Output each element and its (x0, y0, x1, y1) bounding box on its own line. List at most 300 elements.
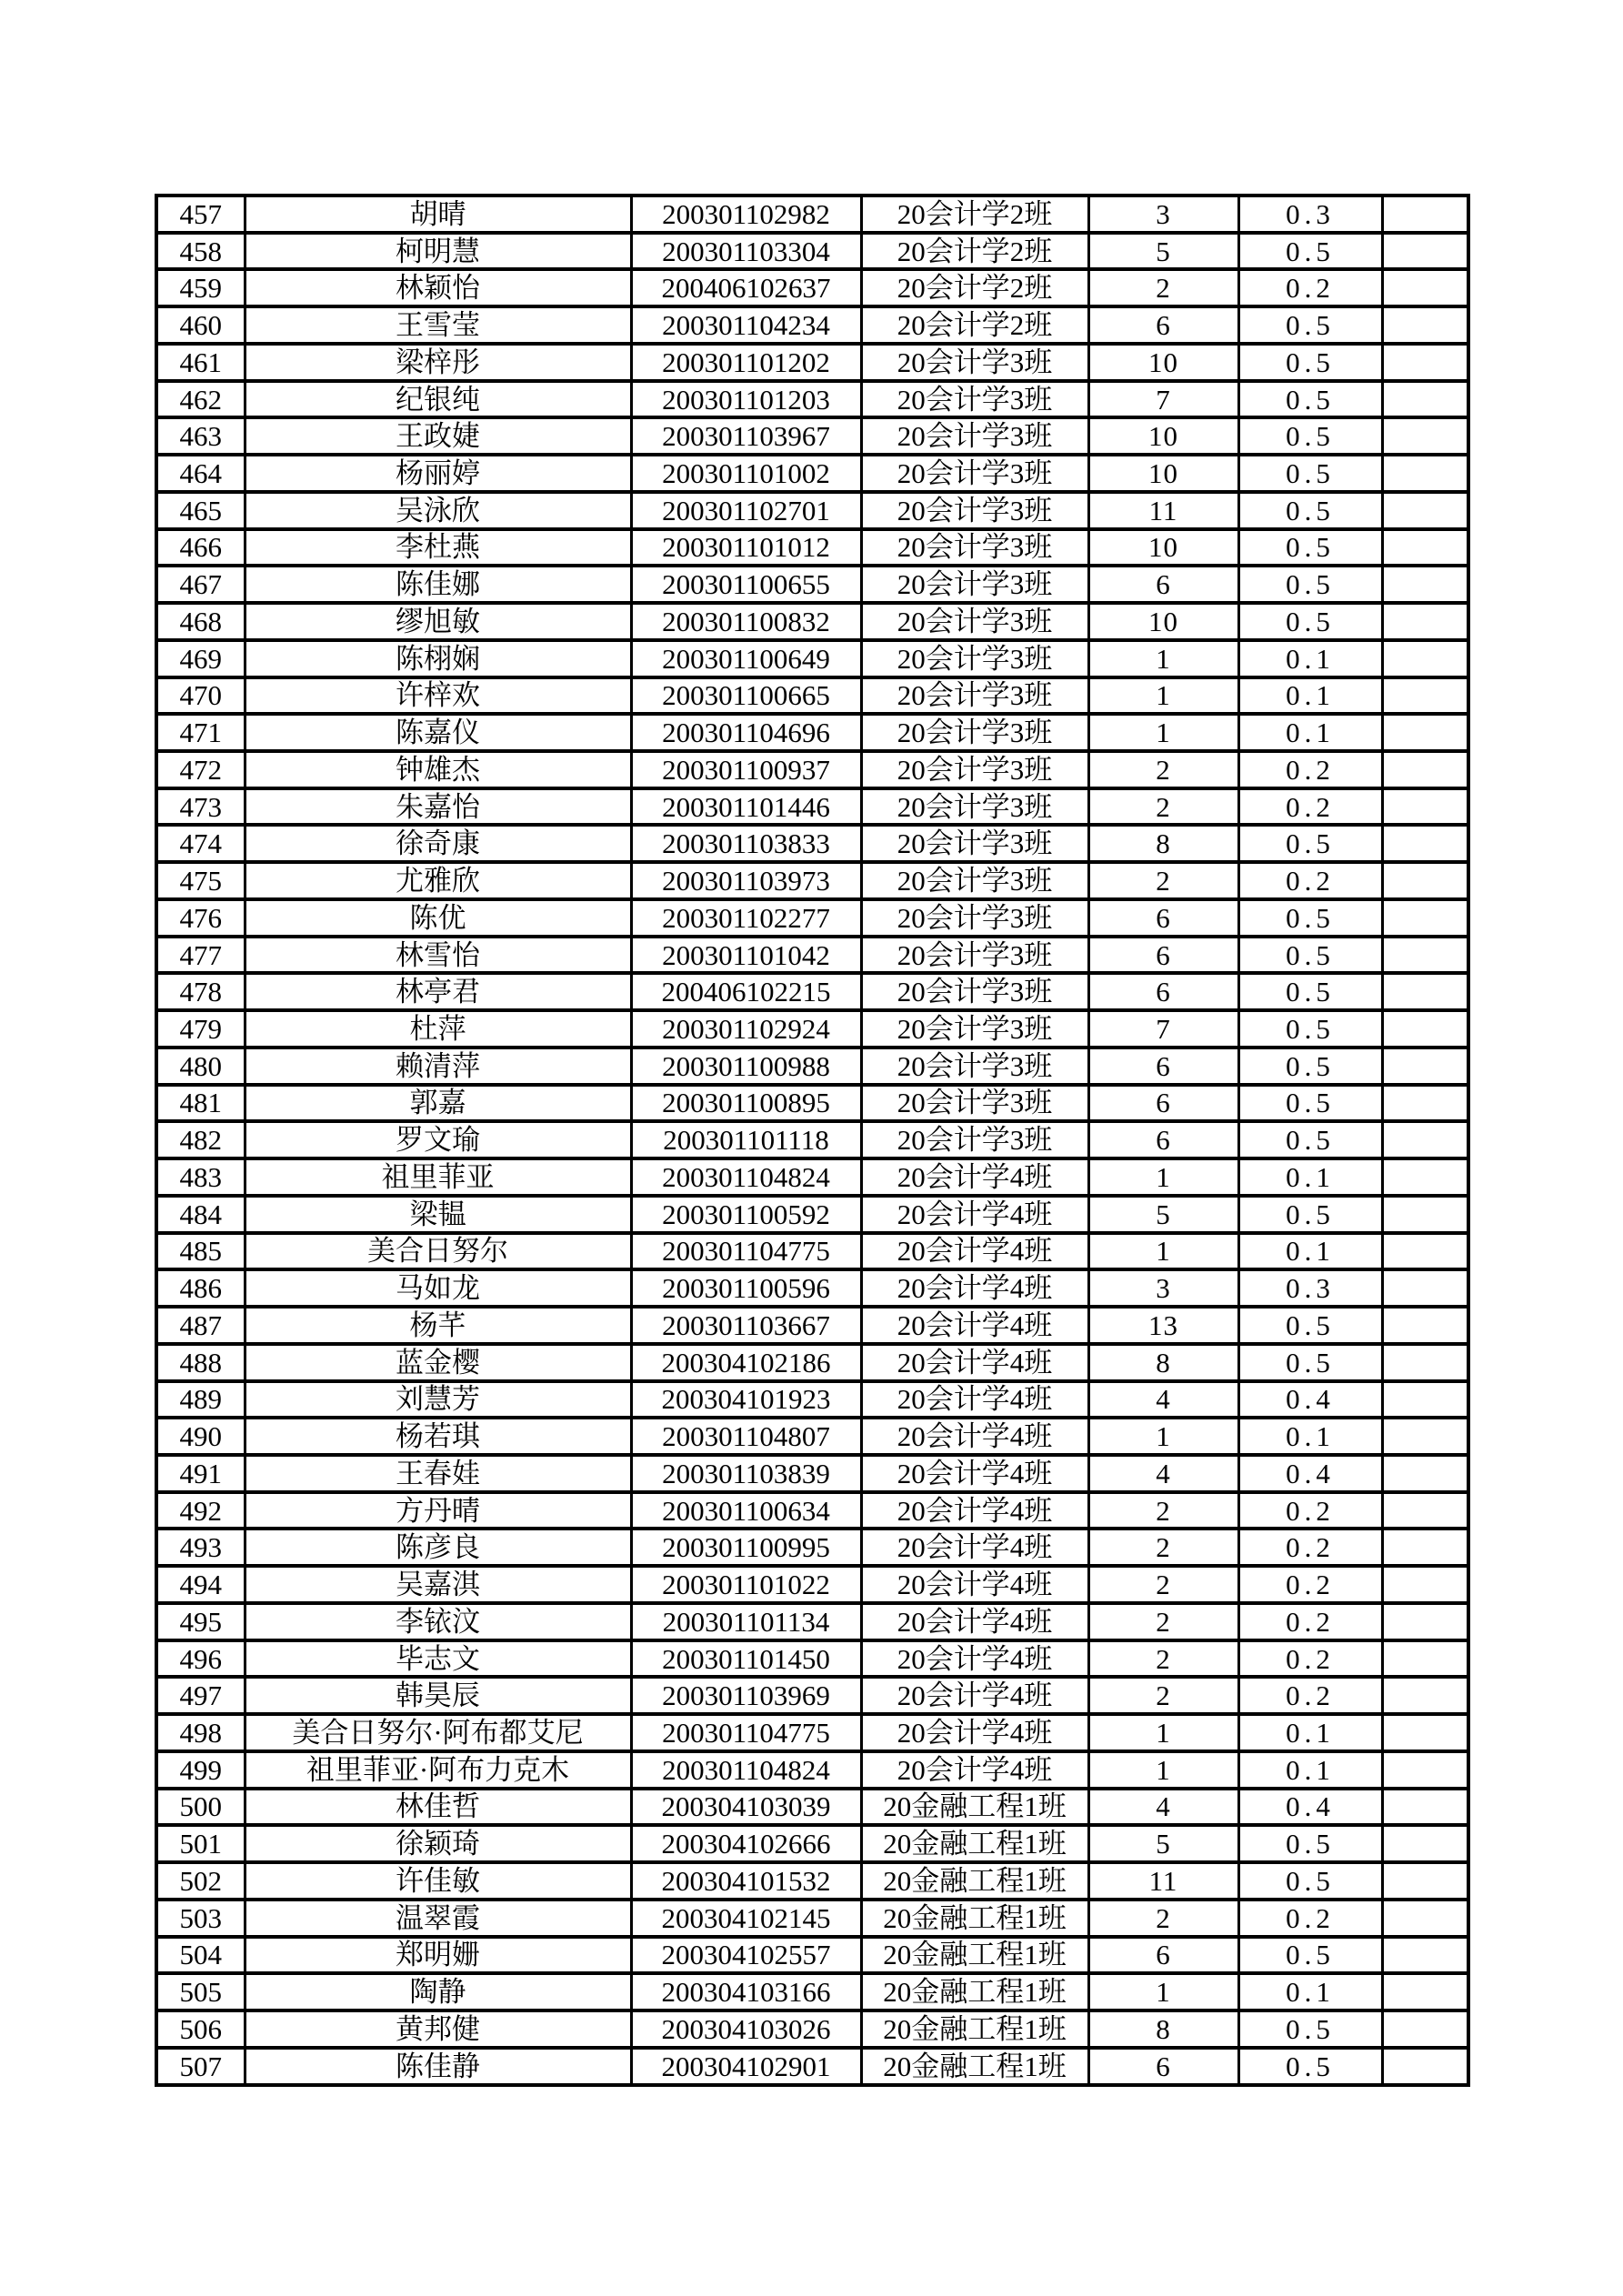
cell-class: 20金融工程1班 (861, 1900, 1088, 1937)
cell-count: 1 (1088, 640, 1238, 677)
cell-name: 刘慧芳 (245, 1381, 631, 1419)
cell-student-id: 200301100832 (631, 603, 861, 640)
cell-student-id: 200301103973 (631, 862, 861, 899)
cell-blank (1382, 677, 1468, 715)
cell-student-id: 200304102186 (631, 1344, 861, 1381)
cell-student-id: 200301101002 (631, 455, 861, 492)
cell-index: 501 (156, 1825, 245, 1862)
cell-index: 507 (156, 2048, 245, 2085)
cell-name: 梁梓彤 (245, 344, 631, 381)
cell-name: 吴嘉淇 (245, 1566, 631, 1603)
cell-ratio: 0.2 (1238, 751, 1382, 788)
cell-student-id: 200301103667 (631, 1307, 861, 1344)
cell-name: 陈彦良 (245, 1529, 631, 1566)
cell-count: 3 (1088, 196, 1238, 233)
table-row (156, 2048, 1468, 2085)
table-row (156, 973, 1468, 1010)
cell-blank (1382, 1455, 1468, 1492)
cell-index: 486 (156, 1269, 245, 1307)
cell-student-id: 200301102924 (631, 1010, 861, 1048)
cell-index: 499 (156, 1751, 245, 1789)
cell-class: 20会计学3班 (861, 1085, 1088, 1122)
cell-class: 20会计学3班 (861, 640, 1088, 677)
cell-ratio: 0.1 (1238, 677, 1382, 715)
cell-name: 祖里菲亚·阿布力克木 (245, 1751, 631, 1789)
cell-count: 10 (1088, 529, 1238, 566)
cell-student-id: 200301101446 (631, 788, 861, 826)
table-row (156, 1269, 1468, 1307)
cell-name: 钟雄杰 (245, 751, 631, 788)
cell-blank (1382, 603, 1468, 640)
table-row (156, 1751, 1468, 1789)
cell-name: 林颖怡 (245, 269, 631, 306)
cell-index: 471 (156, 714, 245, 751)
cell-count: 10 (1088, 603, 1238, 640)
cell-ratio: 0.5 (1238, 2048, 1382, 2085)
cell-count: 1 (1088, 714, 1238, 751)
cell-class: 20会计学3班 (861, 788, 1088, 826)
cell-count: 6 (1088, 306, 1238, 344)
cell-ratio: 0.2 (1238, 862, 1382, 899)
table-row (156, 825, 1468, 862)
score-table-container (155, 194, 1467, 2087)
cell-name: 杨芊 (245, 1307, 631, 1344)
cell-blank (1382, 1677, 1468, 1714)
table-row (156, 566, 1468, 603)
cell-name: 柯明慧 (245, 233, 631, 270)
cell-student-id: 200301103969 (631, 1677, 861, 1714)
table-row (156, 788, 1468, 826)
table-row (156, 1714, 1468, 1751)
cell-name: 陈佳静 (245, 2048, 631, 2085)
cell-ratio: 0.4 (1238, 1381, 1382, 1419)
cell-ratio: 0.5 (1238, 1862, 1382, 1900)
cell-class: 20会计学3班 (861, 862, 1088, 899)
cell-ratio: 0.2 (1238, 1677, 1382, 1714)
cell-ratio: 0.2 (1238, 269, 1382, 306)
cell-ratio: 0.5 (1238, 1048, 1382, 1085)
cell-name: 韩昊辰 (245, 1677, 631, 1714)
table-row (156, 899, 1468, 937)
cell-count: 13 (1088, 1307, 1238, 1344)
cell-index: 496 (156, 1640, 245, 1678)
cell-name: 许梓欢 (245, 677, 631, 715)
cell-blank (1382, 1789, 1468, 1826)
cell-class: 20金融工程1班 (861, 1789, 1088, 1826)
cell-ratio: 0.2 (1238, 1603, 1382, 1640)
cell-index: 462 (156, 381, 245, 418)
cell-student-id: 200301101118 (631, 1121, 861, 1158)
cell-count: 2 (1088, 1603, 1238, 1640)
cell-count: 2 (1088, 1677, 1238, 1714)
cell-ratio: 0.3 (1238, 1269, 1382, 1307)
cell-student-id: 200304102901 (631, 2048, 861, 2085)
cell-name: 赖清萍 (245, 1048, 631, 1085)
cell-student-id: 200301100665 (631, 677, 861, 715)
cell-student-id: 200301102701 (631, 492, 861, 529)
cell-class: 20金融工程1班 (861, 1862, 1088, 1900)
cell-index: 459 (156, 269, 245, 306)
cell-index: 479 (156, 1010, 245, 1048)
cell-blank (1382, 1418, 1468, 1455)
cell-student-id: 200301104824 (631, 1158, 861, 1196)
cell-blank (1382, 862, 1468, 899)
cell-index: 472 (156, 751, 245, 788)
cell-index: 457 (156, 196, 245, 233)
cell-blank (1382, 455, 1468, 492)
cell-class: 20会计学3班 (861, 751, 1088, 788)
cell-blank (1382, 1603, 1468, 1640)
cell-student-id: 200301100592 (631, 1196, 861, 1233)
table-row (156, 306, 1468, 344)
cell-ratio: 0.1 (1238, 640, 1382, 677)
table-row (156, 381, 1468, 418)
table-row (156, 1158, 1468, 1196)
cell-ratio: 0.1 (1238, 1418, 1382, 1455)
cell-name: 杜萍 (245, 1010, 631, 1048)
cell-ratio: 0.2 (1238, 1640, 1382, 1678)
cell-class: 20会计学4班 (861, 1344, 1088, 1381)
cell-count: 2 (1088, 1900, 1238, 1937)
cell-ratio: 0.1 (1238, 1714, 1382, 1751)
cell-blank (1382, 1381, 1468, 1419)
cell-index: 473 (156, 788, 245, 826)
cell-student-id: 200301100988 (631, 1048, 861, 1085)
cell-ratio: 0.5 (1238, 1085, 1382, 1122)
cell-index: 465 (156, 492, 245, 529)
cell-class: 20会计学2班 (861, 269, 1088, 306)
cell-count: 1 (1088, 1158, 1238, 1196)
table-row (156, 751, 1468, 788)
cell-index: 478 (156, 973, 245, 1010)
cell-ratio: 0.5 (1238, 937, 1382, 974)
cell-student-id: 200304101532 (631, 1862, 861, 1900)
cell-index: 466 (156, 529, 245, 566)
cell-count: 1 (1088, 1751, 1238, 1789)
cell-count: 7 (1088, 1010, 1238, 1048)
cell-count: 7 (1088, 381, 1238, 418)
cell-index: 484 (156, 1196, 245, 1233)
cell-index: 491 (156, 1455, 245, 1492)
cell-index: 498 (156, 1714, 245, 1751)
cell-blank (1382, 529, 1468, 566)
cell-blank (1382, 1640, 1468, 1678)
table-row (156, 344, 1468, 381)
table-row (156, 714, 1468, 751)
cell-index: 485 (156, 1233, 245, 1270)
cell-index: 476 (156, 899, 245, 937)
table-row (156, 1529, 1468, 1566)
cell-student-id: 200301101202 (631, 344, 861, 381)
cell-ratio: 0.5 (1238, 455, 1382, 492)
cell-name: 王政婕 (245, 417, 631, 455)
cell-count: 10 (1088, 417, 1238, 455)
table-row (156, 1566, 1468, 1603)
cell-student-id: 200301100655 (631, 566, 861, 603)
table-row (156, 1010, 1468, 1048)
cell-ratio: 0.5 (1238, 1937, 1382, 1974)
cell-name: 梁韫 (245, 1196, 631, 1233)
table-row (156, 1789, 1468, 1826)
cell-name: 马如龙 (245, 1269, 631, 1307)
cell-count: 6 (1088, 1121, 1238, 1158)
cell-count: 6 (1088, 1048, 1238, 1085)
cell-class: 20金融工程1班 (861, 1937, 1088, 1974)
cell-class: 20会计学4班 (861, 1307, 1088, 1344)
cell-count: 5 (1088, 1196, 1238, 1233)
cell-class: 20会计学3班 (861, 899, 1088, 937)
cell-student-id: 200304103039 (631, 1789, 861, 1826)
cell-count: 6 (1088, 566, 1238, 603)
cell-class: 20会计学3班 (861, 455, 1088, 492)
cell-ratio: 0.5 (1238, 492, 1382, 529)
table-row (156, 862, 1468, 899)
cell-index: 463 (156, 417, 245, 455)
table-row (156, 1862, 1468, 1900)
cell-count: 1 (1088, 1973, 1238, 2010)
cell-count: 6 (1088, 2048, 1238, 2085)
cell-name: 王雪莹 (245, 306, 631, 344)
cell-blank (1382, 640, 1468, 677)
cell-student-id: 200301100634 (631, 1492, 861, 1529)
cell-count: 2 (1088, 1640, 1238, 1678)
cell-count: 1 (1088, 1233, 1238, 1270)
table-row (156, 677, 1468, 715)
cell-ratio: 0.2 (1238, 1492, 1382, 1529)
cell-index: 482 (156, 1121, 245, 1158)
cell-blank (1382, 1529, 1468, 1566)
cell-class: 20会计学2班 (861, 306, 1088, 344)
cell-ratio: 0.5 (1238, 306, 1382, 344)
cell-student-id: 200304102145 (631, 1900, 861, 1937)
cell-ratio: 0.5 (1238, 233, 1382, 270)
table-row (156, 529, 1468, 566)
cell-name: 纪银纯 (245, 381, 631, 418)
table-row (156, 417, 1468, 455)
cell-class: 20会计学3班 (861, 825, 1088, 862)
cell-name: 毕志文 (245, 1640, 631, 1678)
cell-class: 20会计学4班 (861, 1603, 1088, 1640)
cell-blank (1382, 1307, 1468, 1344)
cell-class: 20会计学4班 (861, 1381, 1088, 1419)
cell-class: 20会计学4班 (861, 1492, 1088, 1529)
cell-index: 475 (156, 862, 245, 899)
table-row (156, 269, 1468, 306)
cell-ratio: 0.5 (1238, 381, 1382, 418)
cell-count: 6 (1088, 973, 1238, 1010)
cell-blank (1382, 1121, 1468, 1158)
cell-ratio: 0.5 (1238, 566, 1382, 603)
cell-blank (1382, 269, 1468, 306)
cell-index: 490 (156, 1418, 245, 1455)
cell-index: 461 (156, 344, 245, 381)
cell-class: 20金融工程1班 (861, 2010, 1088, 2048)
cell-class: 20会计学4班 (861, 1455, 1088, 1492)
cell-blank (1382, 233, 1468, 270)
cell-count: 1 (1088, 677, 1238, 715)
cell-class: 20会计学3班 (861, 1010, 1088, 1048)
cell-index: 469 (156, 640, 245, 677)
cell-name: 林雪怡 (245, 937, 631, 974)
cell-name: 李杜燕 (245, 529, 631, 566)
cell-class: 20会计学4班 (861, 1196, 1088, 1233)
cell-index: 495 (156, 1603, 245, 1640)
cell-ratio: 0.5 (1238, 417, 1382, 455)
cell-blank (1382, 1937, 1468, 1974)
cell-index: 500 (156, 1789, 245, 1826)
table-row (156, 1307, 1468, 1344)
cell-count: 8 (1088, 1344, 1238, 1381)
cell-index: 468 (156, 603, 245, 640)
cell-class: 20会计学4班 (861, 1158, 1088, 1196)
cell-ratio: 0.5 (1238, 1344, 1382, 1381)
table-row (156, 492, 1468, 529)
cell-student-id: 200301100895 (631, 1085, 861, 1122)
cell-blank (1382, 1196, 1468, 1233)
cell-name: 李铱汶 (245, 1603, 631, 1640)
cell-blank (1382, 1862, 1468, 1900)
cell-blank (1382, 1158, 1468, 1196)
table-row (156, 1048, 1468, 1085)
cell-name: 徐奇康 (245, 825, 631, 862)
cell-name: 许佳敏 (245, 1862, 631, 1900)
cell-name: 杨若琪 (245, 1418, 631, 1455)
cell-student-id: 200301101134 (631, 1603, 861, 1640)
cell-index: 497 (156, 1677, 245, 1714)
cell-class: 20会计学4班 (861, 1269, 1088, 1307)
cell-count: 3 (1088, 1269, 1238, 1307)
cell-index: 483 (156, 1158, 245, 1196)
cell-ratio: 0.2 (1238, 1566, 1382, 1603)
cell-name: 陈优 (245, 899, 631, 937)
cell-class: 20会计学3班 (861, 566, 1088, 603)
table-row (156, 1381, 1468, 1419)
cell-class: 20会计学4班 (861, 1714, 1088, 1751)
cell-count: 4 (1088, 1789, 1238, 1826)
cell-student-id: 200301101450 (631, 1640, 861, 1678)
cell-count: 10 (1088, 344, 1238, 381)
cell-name: 王春娃 (245, 1455, 631, 1492)
cell-ratio: 0.1 (1238, 1973, 1382, 2010)
cell-class: 20会计学3班 (861, 973, 1088, 1010)
cell-name: 吴泳欣 (245, 492, 631, 529)
cell-blank (1382, 937, 1468, 974)
cell-index: 506 (156, 2010, 245, 2048)
table-row (156, 1640, 1468, 1678)
cell-ratio: 0.5 (1238, 1825, 1382, 1862)
cell-index: 481 (156, 1085, 245, 1122)
cell-blank (1382, 788, 1468, 826)
cell-student-id: 200301100596 (631, 1269, 861, 1307)
cell-student-id: 200301104234 (631, 306, 861, 344)
cell-class: 20会计学3班 (861, 381, 1088, 418)
cell-index: 477 (156, 937, 245, 974)
cell-student-id: 200301104824 (631, 1751, 861, 1789)
cell-index: 460 (156, 306, 245, 344)
cell-student-id: 200301101203 (631, 381, 861, 418)
cell-ratio: 0.1 (1238, 1158, 1382, 1196)
cell-student-id: 200301100995 (631, 1529, 861, 1566)
cell-blank (1382, 492, 1468, 529)
table-row (156, 1900, 1468, 1937)
cell-student-id: 200304103166 (631, 1973, 861, 2010)
cell-student-id: 200301100937 (631, 751, 861, 788)
cell-ratio: 0.1 (1238, 1751, 1382, 1789)
cell-blank (1382, 1492, 1468, 1529)
cell-class: 20会计学4班 (861, 1418, 1088, 1455)
cell-name: 尤雅欣 (245, 862, 631, 899)
table-row (156, 1344, 1468, 1381)
cell-class: 20会计学3班 (861, 417, 1088, 455)
cell-student-id: 200304102557 (631, 1937, 861, 1974)
cell-student-id: 200301101012 (631, 529, 861, 566)
cell-class: 20会计学2班 (861, 196, 1088, 233)
cell-class: 20会计学3班 (861, 492, 1088, 529)
table-row (156, 1973, 1468, 2010)
cell-blank (1382, 306, 1468, 344)
cell-blank (1382, 2048, 1468, 2085)
cell-class: 20会计学4班 (861, 1566, 1088, 1603)
score-table-body (156, 196, 1468, 2085)
cell-ratio: 0.5 (1238, 603, 1382, 640)
cell-name: 陈栩娴 (245, 640, 631, 677)
cell-student-id: 200301104696 (631, 714, 861, 751)
cell-blank (1382, 751, 1468, 788)
cell-count: 11 (1088, 492, 1238, 529)
cell-index: 470 (156, 677, 245, 715)
cell-blank (1382, 825, 1468, 862)
cell-count: 2 (1088, 788, 1238, 826)
cell-name: 胡晴 (245, 196, 631, 233)
cell-ratio: 0.2 (1238, 1529, 1382, 1566)
cell-student-id: 200406102215 (631, 973, 861, 1010)
table-row (156, 1085, 1468, 1122)
table-row (156, 1455, 1468, 1492)
cell-ratio: 0.1 (1238, 714, 1382, 751)
cell-count: 6 (1088, 899, 1238, 937)
cell-count: 6 (1088, 1937, 1238, 1974)
table-row (156, 1937, 1468, 1974)
table-row (156, 1196, 1468, 1233)
cell-index: 467 (156, 566, 245, 603)
cell-name: 郭嘉 (245, 1085, 631, 1122)
cell-index: 503 (156, 1900, 245, 1937)
cell-index: 488 (156, 1344, 245, 1381)
cell-blank (1382, 381, 1468, 418)
cell-class: 20会计学4班 (861, 1677, 1088, 1714)
cell-blank (1382, 1085, 1468, 1122)
cell-class: 20会计学3班 (861, 603, 1088, 640)
cell-index: 505 (156, 1973, 245, 2010)
cell-student-id: 200301104775 (631, 1233, 861, 1270)
cell-index: 492 (156, 1492, 245, 1529)
table-row (156, 1233, 1468, 1270)
cell-name: 陶静 (245, 1973, 631, 2010)
cell-count: 2 (1088, 269, 1238, 306)
cell-count: 2 (1088, 1566, 1238, 1603)
cell-student-id: 200304103026 (631, 2010, 861, 2048)
cell-class: 20会计学3班 (861, 1121, 1088, 1158)
cell-name: 缪旭敏 (245, 603, 631, 640)
cell-student-id: 200304102666 (631, 1825, 861, 1862)
cell-index: 464 (156, 455, 245, 492)
cell-class: 20会计学4班 (861, 1751, 1088, 1789)
cell-count: 2 (1088, 1492, 1238, 1529)
cell-count: 8 (1088, 2010, 1238, 2048)
cell-student-id: 200304101923 (631, 1381, 861, 1419)
cell-index: 502 (156, 1862, 245, 1900)
cell-class: 20会计学2班 (861, 233, 1088, 270)
